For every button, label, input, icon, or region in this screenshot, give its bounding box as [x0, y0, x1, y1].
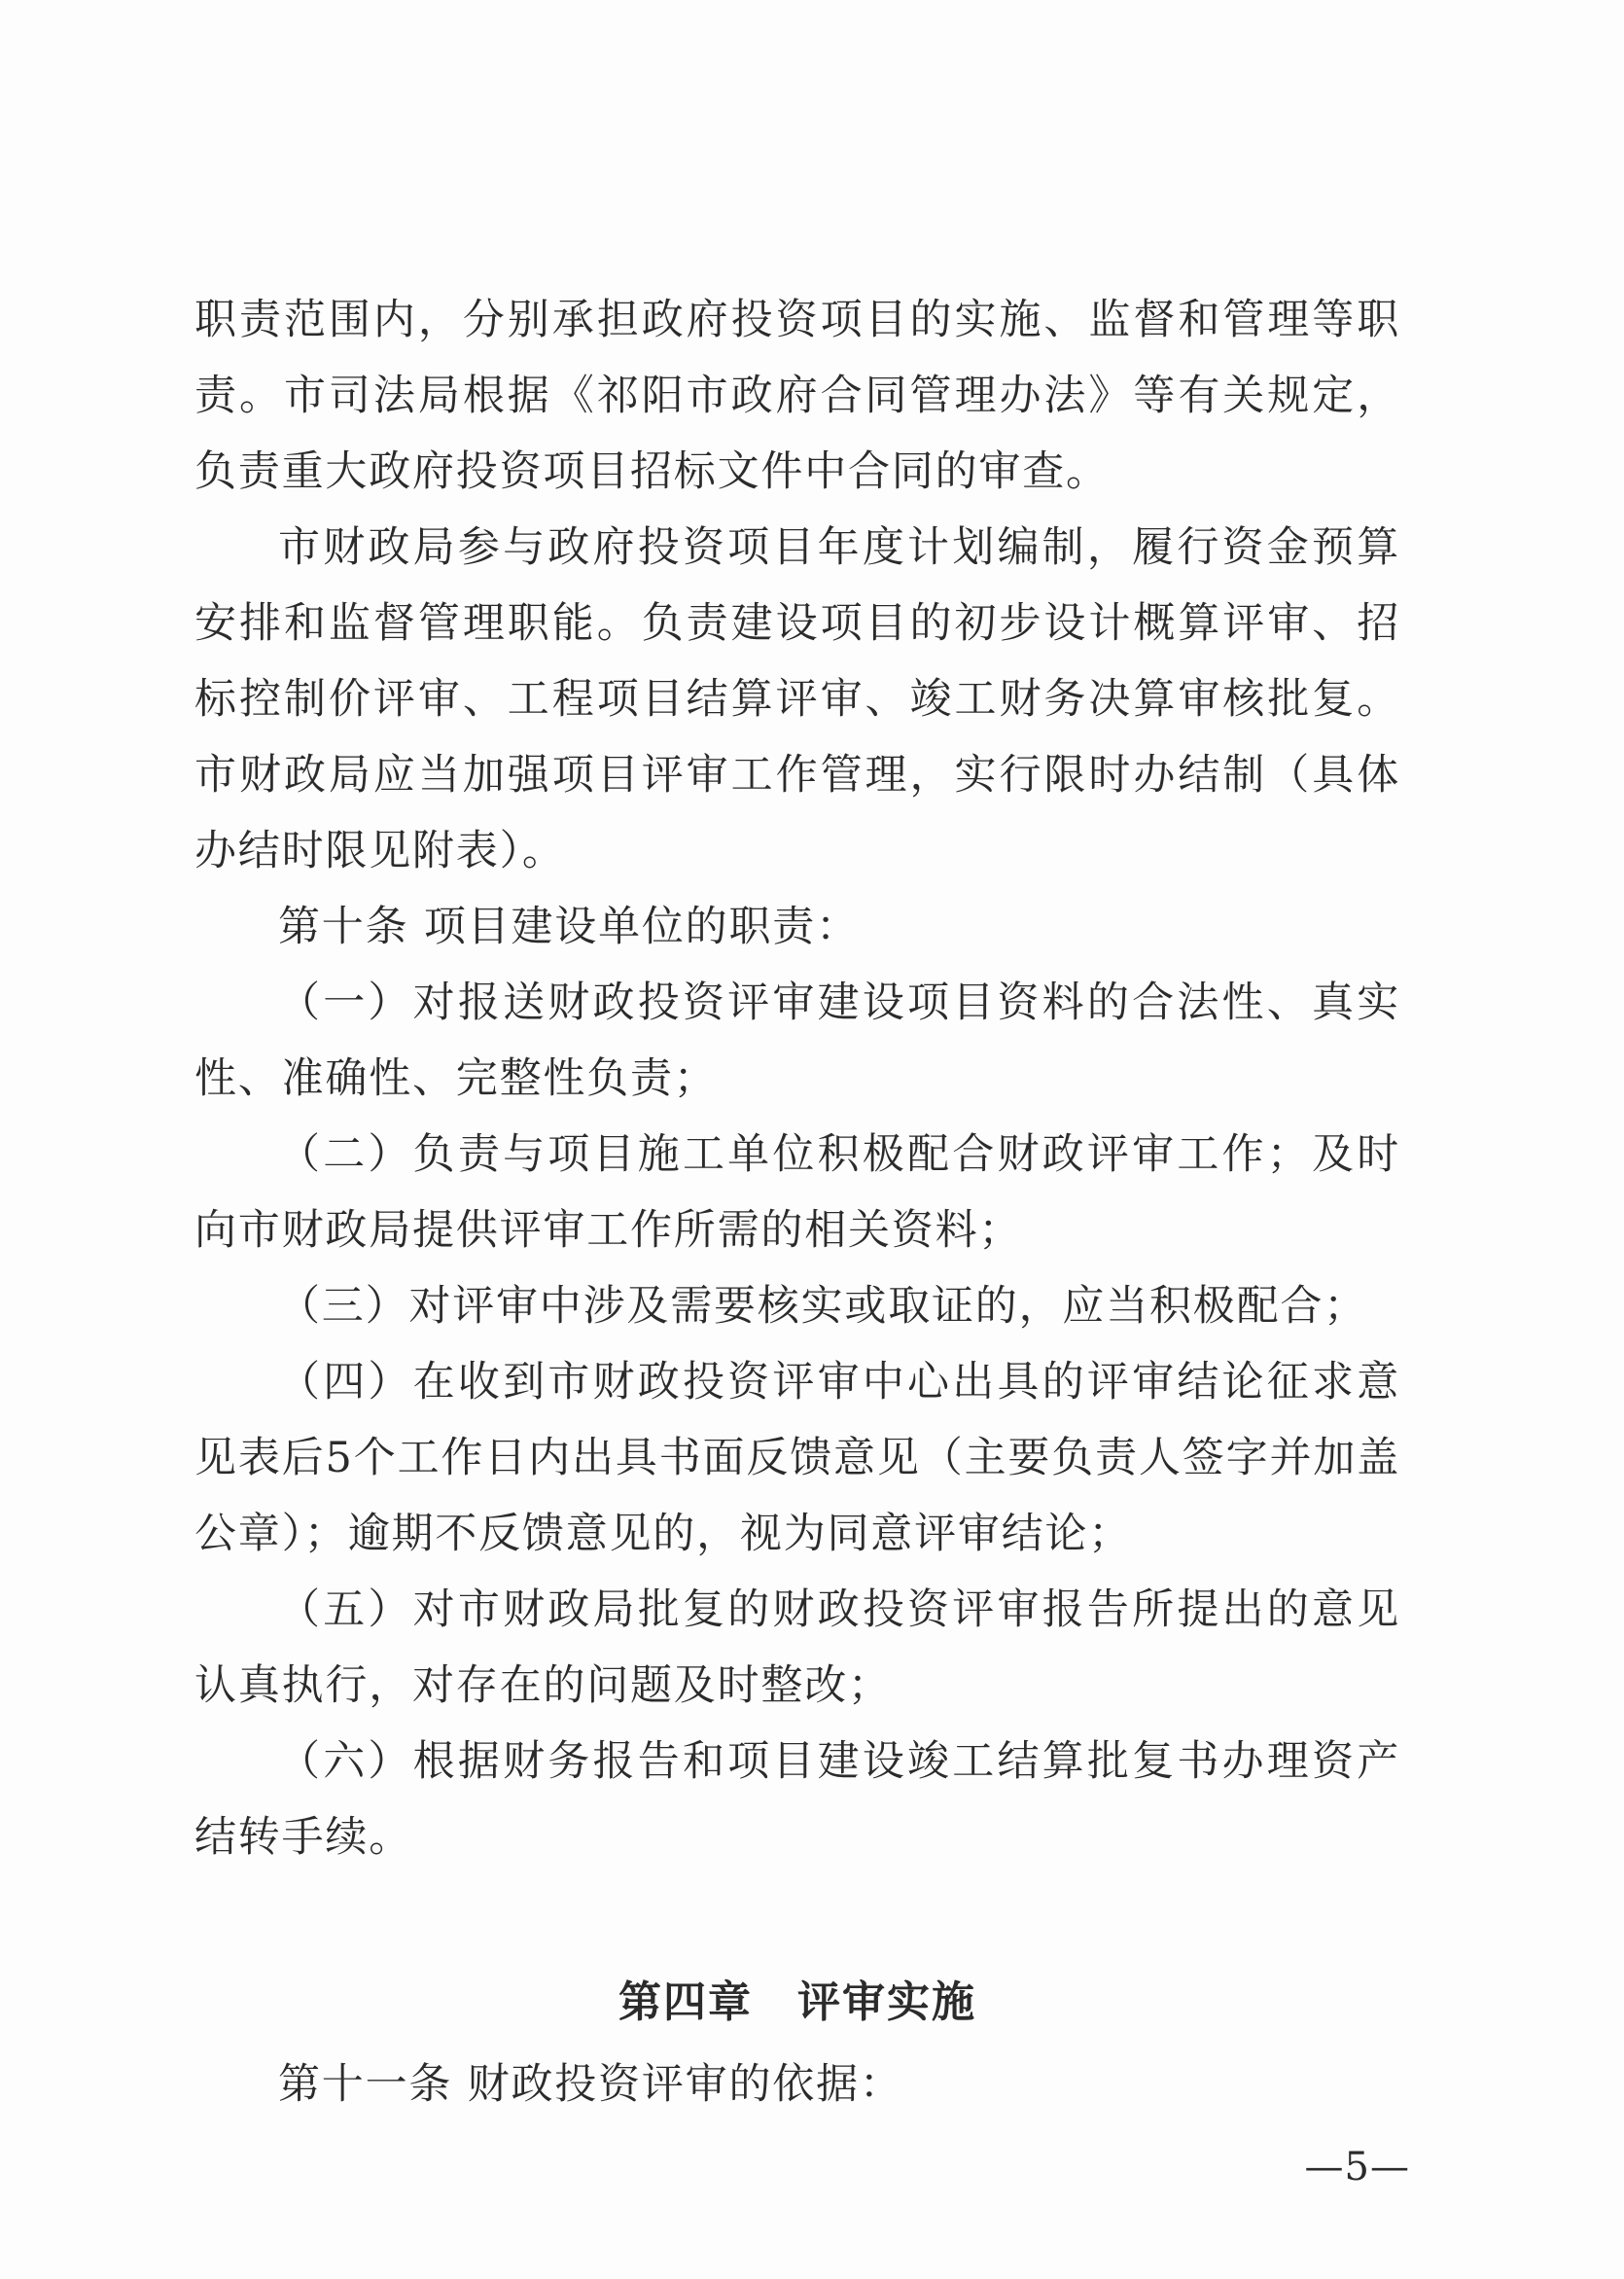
chapter-heading	[194, 1969, 1400, 2037]
article-10-item-3: （三）对评审中涉及需要核实或取证的，应当积极配合；	[278, 1282, 1367, 1331]
chapter-title: 评审实施	[797, 1977, 976, 2027]
article-11-heading: 第十一条 财政投资评审的依据：	[278, 2060, 903, 2109]
chapter-number: 第四章	[618, 1977, 753, 2027]
article-10-item-4: （四）在收到市财政投资评审中心出具的评审结论征求意见表后5个工作日内出具书面反馈意见（主要负责人签字并加盖公章）；逾期不反馈意见的，视为同意评审结论；	[194, 1358, 1400, 1558]
paragraph-finance-bureau: 市财政局参与政府投资项目年度计划编制，履行资金预算安排和监督管理职能。负责建设项目的初步设计概算评审、招标控制价评审、工程项目结算评审、竣工财务决算审核批复。市财政局应当加强项目评审工作管理，实行限时办结制（具体办结时限见附表）。	[194, 523, 1400, 875]
article-10-heading: 第十条 项目建设单位的职责：	[278, 903, 860, 951]
paragraph-responsibilities-continued: 职责范围内，分别承担政府投资项目的实施、监督和管理等职责。市司法局根据《祁阳市政府合同管理办法》等有关规定，负责重大政府投资项目招标文件中合同的审查。	[194, 296, 1400, 496]
body-text	[194, 282, 1400, 1875]
article-10-item-6: （六）根据财务报告和项目建设竣工结算批复书办理资产结转手续。	[194, 1737, 1400, 1862]
article-10-item-2: （二）负责与项目施工单位积极配合财政评审工作；及时向市财政局提供评审工作所需的相关资料；	[194, 1130, 1400, 1255]
page-number: —5—	[1304, 2145, 1410, 2190]
article-10-item-5: （五）对市财政局批复的财政投资评审报告所提出的意见认真执行，对存在的问题及时整改；	[194, 1585, 1400, 1710]
article-10-item-1: （一）对报送财政投资评审建设项目资料的合法性、真实性、准确性、完整性负责；	[194, 979, 1400, 1103]
